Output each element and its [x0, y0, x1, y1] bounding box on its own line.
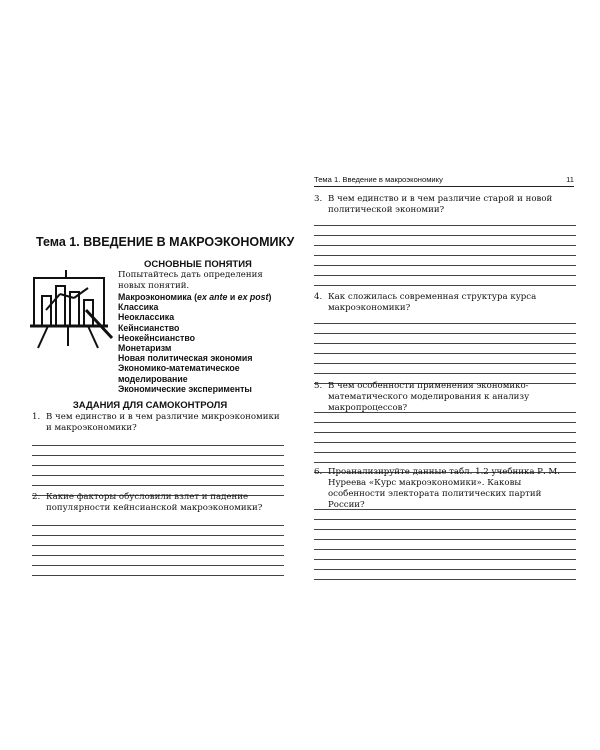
concept-item: Экономические эксперименты: [118, 383, 252, 394]
concept-item: Классика: [118, 302, 159, 313]
concept-item: Кейнсианство: [118, 322, 180, 333]
page-number: 11: [566, 175, 574, 184]
answer-lines-6[interactable]: [314, 500, 576, 580]
running-header: [314, 175, 574, 187]
answer-lines-5[interactable]: [314, 403, 576, 473]
concept-item: Монетаризм: [118, 343, 172, 354]
concepts-heading: ОСНОВНЫЕ ПОНЯТИЯ: [144, 259, 252, 270]
concepts-list: [118, 292, 271, 394]
concept-item: Неокейнсианство: [118, 332, 196, 343]
question-4: 4. Как сложилась современная структура курса макроэкономики?: [314, 292, 537, 313]
question-5: 5. В чем особенности применения экономико-математического моделирования к анализу макропроцессов?: [314, 381, 530, 413]
concepts-intro: Попытайтесь дать определения новых понятий.: [118, 270, 263, 291]
concept-item: Экономико-математическое: [118, 363, 240, 374]
question-6: 6. Проанализируйте данные табл. 1.2 учебника Р. М. Нуреева «Курс макроэкономики». Каковы особенности электората политических партий России?: [314, 467, 560, 510]
answer-lines-1[interactable]: [32, 436, 284, 496]
concept-item: Макроэкономика (ex ante и ex post): [118, 292, 272, 302]
easel-chart-icon: [26, 268, 118, 350]
chapter-title: Тема 1. ВВЕДЕНИЕ В МАКРОЭКОНОМИКУ: [36, 235, 295, 249]
concept-item: Новая политическая экономия: [118, 353, 253, 364]
concept-item: моделирование: [118, 373, 188, 384]
question-1: 1. В чем единство и в чем различие микроэкономики и макроэкономики?: [32, 412, 280, 433]
concept-item: Неоклассика: [118, 312, 175, 323]
answer-lines-4[interactable]: [314, 314, 576, 384]
right-page: [300, 0, 600, 750]
question-3: 3. В чем единство и в чем различие старой и новой политической экономии?: [314, 194, 553, 215]
answer-lines-2[interactable]: [32, 516, 284, 576]
running-header-title: Тема 1. Введение в макроэкономику: [314, 175, 443, 184]
question-2: 2. Какие факторы обусловили взлет и падение популярности кейнсианской макроэкономики?: [32, 492, 263, 513]
answer-lines-3[interactable]: [314, 216, 576, 286]
self-control-heading: ЗАДАНИЯ ДЛЯ САМОКОНТРОЛЯ: [72, 400, 228, 411]
